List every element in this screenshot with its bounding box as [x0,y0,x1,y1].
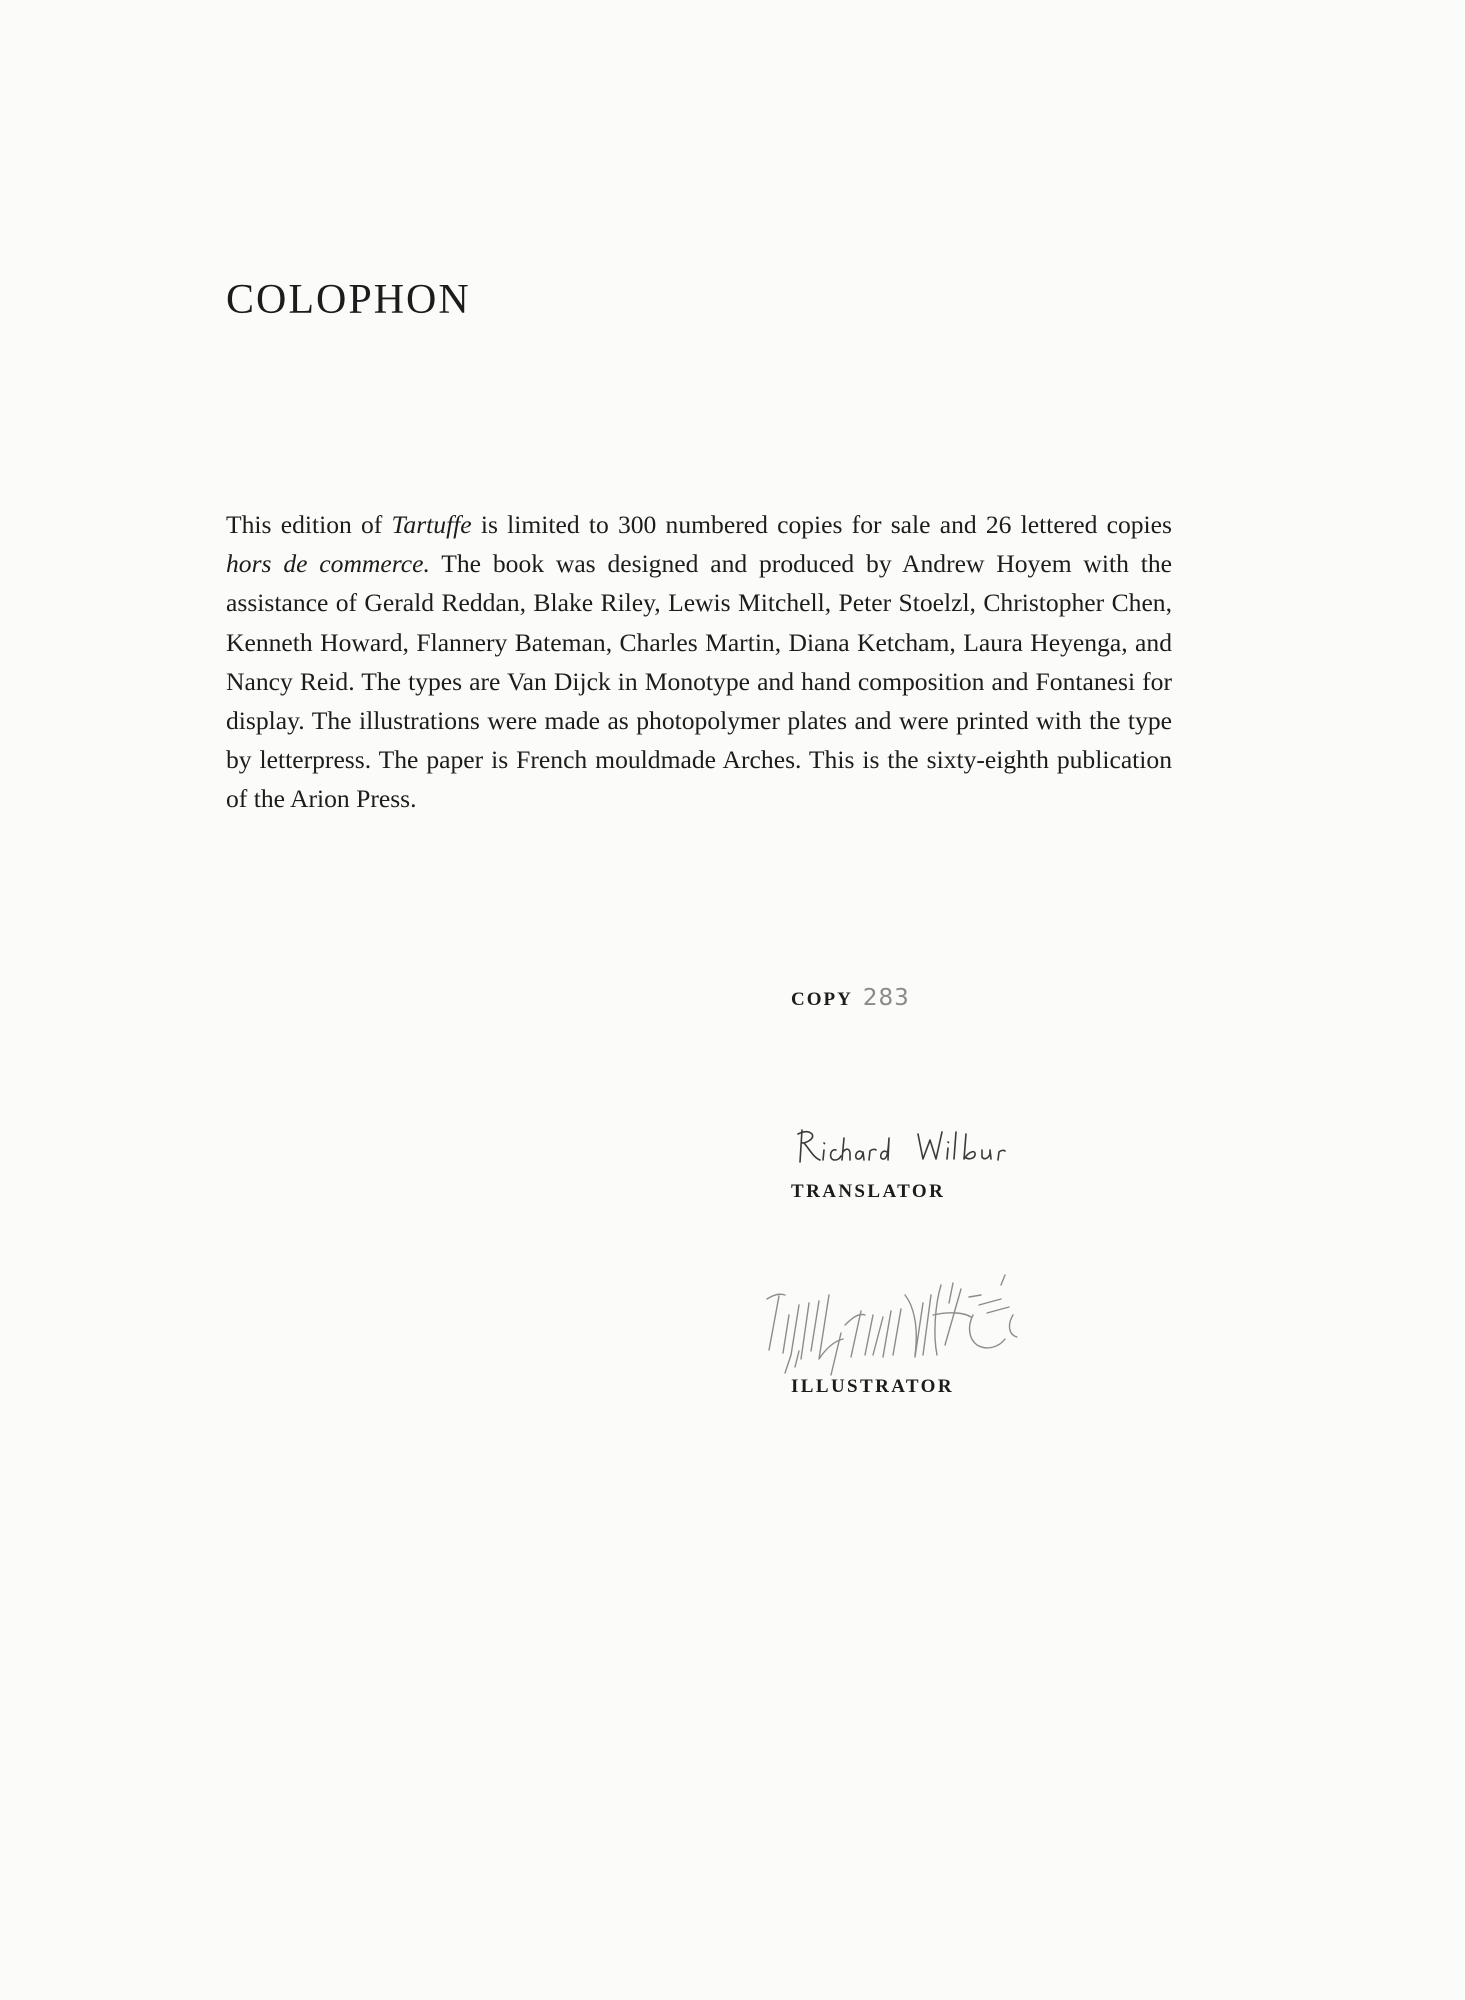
book-title: Tartuffe [391,510,472,539]
copy-number-line [791,985,910,1011]
colophon-paragraph [226,505,1172,819]
colophon-edition-text: is limited to 300 numbered copies for sale and 26 lettered copies [471,510,1172,539]
translator-signature [790,1112,1050,1182]
colophon-credits-text: The book was designed and produced by Andrew Hoyem with the assistance of Gerald Reddan, Blake Riley, Lewis Mitchell, Peter Stoelzl, Christopher Chen, Kenneth Howard, Flannery Bateman, Charles Martin, Diana Ketcham, Laura Heyenga, and Nancy Reid. The types are Van Dijck in Monotype and hand composition and Fontanesi for display. The illustrations were made as photopolymer plates and were printed with the type by letterpress. The paper is French mouldmade Arches. This is the sixty-eighth publication of the Arion Press. [226,549,1172,814]
copy-number: 283 [862,985,910,1011]
page-title: COLOPHON [226,277,471,323]
translator-label: TRANSLATOR [791,1181,946,1202]
copy-label: COPY [791,989,853,1010]
illustrator-label: ILLUSTRATOR [791,1376,954,1397]
colophon-intro: This edition of [226,510,392,539]
hors-de-commerce: hors de commerce. [226,549,430,579]
illustrator-signature [755,1255,1125,1395]
